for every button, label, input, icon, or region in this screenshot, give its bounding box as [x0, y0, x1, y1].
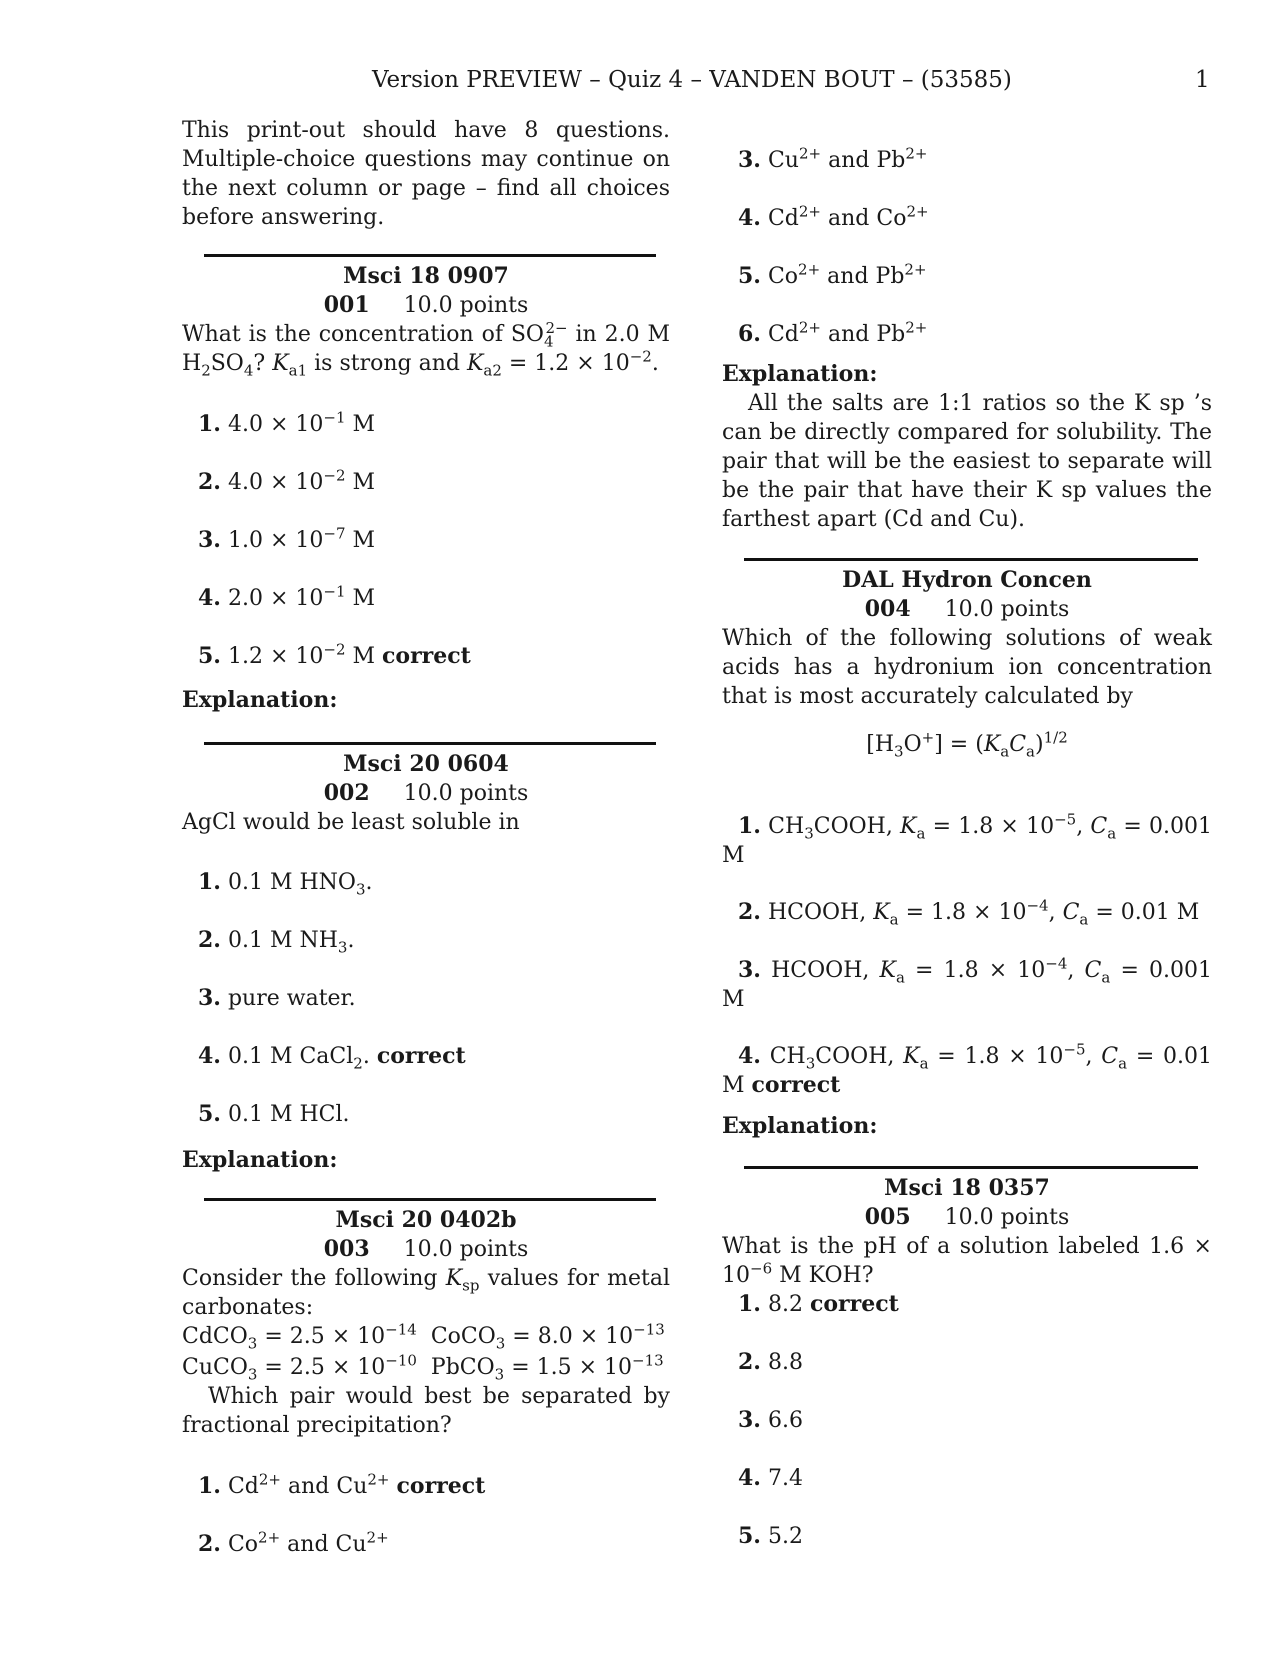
question-number: 005	[864, 1204, 911, 1230]
answer-choice[interactable]: 5. 0.1 M HCl.	[198, 1101, 350, 1127]
question-code: Msci 18 0907	[343, 263, 509, 289]
answer-choice[interactable]: 1. 0.1 M $HNO_3$.	[198, 869, 373, 899]
question-number-line	[182, 779, 670, 808]
answer-choice[interactable]: 4. 7.4	[738, 1465, 803, 1491]
question-divider	[204, 1198, 656, 1201]
answer-choice-correct[interactable]: 5. $1.2 \times 10^{-2}$ M correct	[198, 640, 471, 669]
question-text: Consider the following $K_{sp}$ values for metal carbonates:	[182, 1266, 670, 1320]
answer-choice[interactable]: 4. $Cd^{2+}$ and $Co^{2+}$	[738, 202, 929, 231]
correct-marker: correct	[751, 1072, 841, 1098]
answer-choice[interactable]: 1. $4.0 \times 10^{-1}$ M	[198, 408, 376, 437]
question-text: AgCl would be least soluble in	[182, 810, 520, 835]
answer-choice[interactable]: 3. pure water.	[198, 985, 356, 1011]
question-text: What is the pH of a solution labeled $1.6 \times 10^{-6}$ M KOH?	[722, 1234, 1212, 1288]
answer-choice[interactable]: 3. HCOOH, $K_a = 1.8 \times 10^{-4}$, $C_a = 0.001$ M	[722, 954, 1212, 1012]
question-number-line	[722, 595, 1212, 624]
answer-choice[interactable]: 2. 8.8	[738, 1349, 803, 1375]
question-number: 002	[323, 780, 370, 806]
question-number-line	[722, 1203, 1212, 1232]
question-points: 10.0 points	[403, 293, 529, 318]
answer-choice-correct[interactable]: 4. 0.1 M CaCl$_2$. correct	[198, 1043, 466, 1073]
answer-choice[interactable]: 3. 6.6	[738, 1407, 803, 1433]
formula: $[H_3O^+] = (K_aC_a)^{1/2}$	[866, 728, 1068, 761]
explanation-label: Explanation:	[182, 1147, 338, 1173]
explanation-label: Explanation:	[722, 1113, 878, 1139]
explanation-label: Explanation:	[182, 687, 338, 713]
question-text: What is the concentration of $SO_4^{2-}$ in 2.0 M $H_2SO_4$? $K_{a1}$ is strong and $K_{a2} = 1.2 \times 10^{-2}$.	[182, 318, 670, 380]
answer-choice[interactable]: 5. 5.2	[738, 1523, 803, 1549]
question-divider	[204, 742, 656, 745]
question-points: 10.0 points	[944, 597, 1070, 622]
answer-choice[interactable]: 2. $Co^{2+}$ and $Cu^{2+}$	[198, 1528, 389, 1557]
question-number: 001	[323, 292, 370, 318]
question-text: Which of the following solutions of weak acids has a hydronium ion concentration that is most accurately calculated by	[722, 626, 1212, 709]
correct-marker: correct	[382, 643, 471, 669]
answer-choice[interactable]: 5. $Co^{2+}$ and $Pb^{2+}$	[738, 260, 927, 289]
answer-choice[interactable]: 2. $4.0 \times 10^{-2}$ M	[198, 466, 376, 495]
explanation-label: Explanation:	[722, 361, 878, 387]
answer-choice-correct[interactable]: 4. $CH_3COOH$, $K_a = 1.8 \times 10^{-5}$, $C_a = 0.01$ M correct	[722, 1040, 1213, 1098]
question-code: Msci 20 0604	[343, 751, 509, 777]
answer-choice[interactable]: 2. 0.1 M $NH_3$.	[198, 927, 355, 957]
document-title: Version PREVIEW – Quiz 4 – VANDEN BOUT – (53585)	[372, 67, 1012, 93]
question-points: 10.0 points	[403, 1237, 529, 1262]
intro-text: This print-out should have 8 questions. Multiple-choice questions may continue on the next column or page – find all choices before answering.	[182, 118, 670, 230]
question-points: 10.0 points	[944, 1205, 1070, 1230]
question-code: Msci 20 0402b	[335, 1207, 517, 1233]
question-text: Which pair would best be separated by fractional precipitation?	[182, 1384, 670, 1438]
question-points: 10.0 points	[403, 781, 529, 806]
correct-marker: correct	[376, 1043, 466, 1069]
explanation-text: All the salts are 1:1 ratios so the K sp ’s can be directly compared for solubility. The pair that will be the easiest to separate will be the pair that have their K sp values the farthest apart (Cd and Cu).	[722, 391, 1212, 532]
answer-choice[interactable]: 1. $CH_3COOH$, $K_a = 1.8 \times 10^{-5}$, $C_a = 0.001$ M	[722, 810, 1213, 868]
answer-choice[interactable]: 3. $Cu^{2+}$ and $Pb^{2+}$	[738, 144, 928, 173]
answer-choice-correct[interactable]: 1. $Cd^{2+}$ and $Cu^{2+}$ correct	[198, 1470, 486, 1499]
question-divider	[744, 558, 1198, 561]
question-divider	[204, 254, 656, 257]
answer-choice[interactable]: 2. HCOOH, $K_a = 1.8 \times 10^{-4}$, $C_a = 0.01$ M	[738, 896, 1200, 929]
question-number: 003	[323, 1236, 370, 1262]
ksp-table-row: CuCO$_3$ = $2.5 \times 10^{-10}$ PbCO$_3$ = $1.5 \times 10^{-13}$	[182, 1351, 664, 1384]
answer-choice[interactable]: 3. $1.0 \times 10^{-7}$ M	[198, 524, 376, 553]
question-divider	[744, 1166, 1198, 1169]
question-number: 004	[864, 596, 911, 622]
correct-marker: correct	[396, 1473, 486, 1499]
ksp-table-row: CdCO$_3$ = $2.5 \times 10^{-14}$ CoCO$_3$ = $8.0 \times 10^{-13}$	[182, 1320, 665, 1353]
question-number-line	[182, 291, 670, 320]
question-number-line	[182, 1235, 670, 1264]
question-code: Msci 18 0357	[884, 1175, 1050, 1201]
answer-choice[interactable]: 4. $2.0 \times 10^{-1}$ M	[198, 582, 376, 611]
question-code: DAL Hydron Concen	[842, 567, 1092, 593]
answer-choice-correct[interactable]: 1. 8.2 correct	[738, 1291, 899, 1317]
correct-marker: correct	[809, 1291, 899, 1317]
page-number: 1	[1195, 67, 1210, 93]
page-header	[0, 66, 1280, 98]
answer-choice[interactable]: 6. $Cd^{2+}$ and $Pb^{2+}$	[738, 318, 928, 347]
